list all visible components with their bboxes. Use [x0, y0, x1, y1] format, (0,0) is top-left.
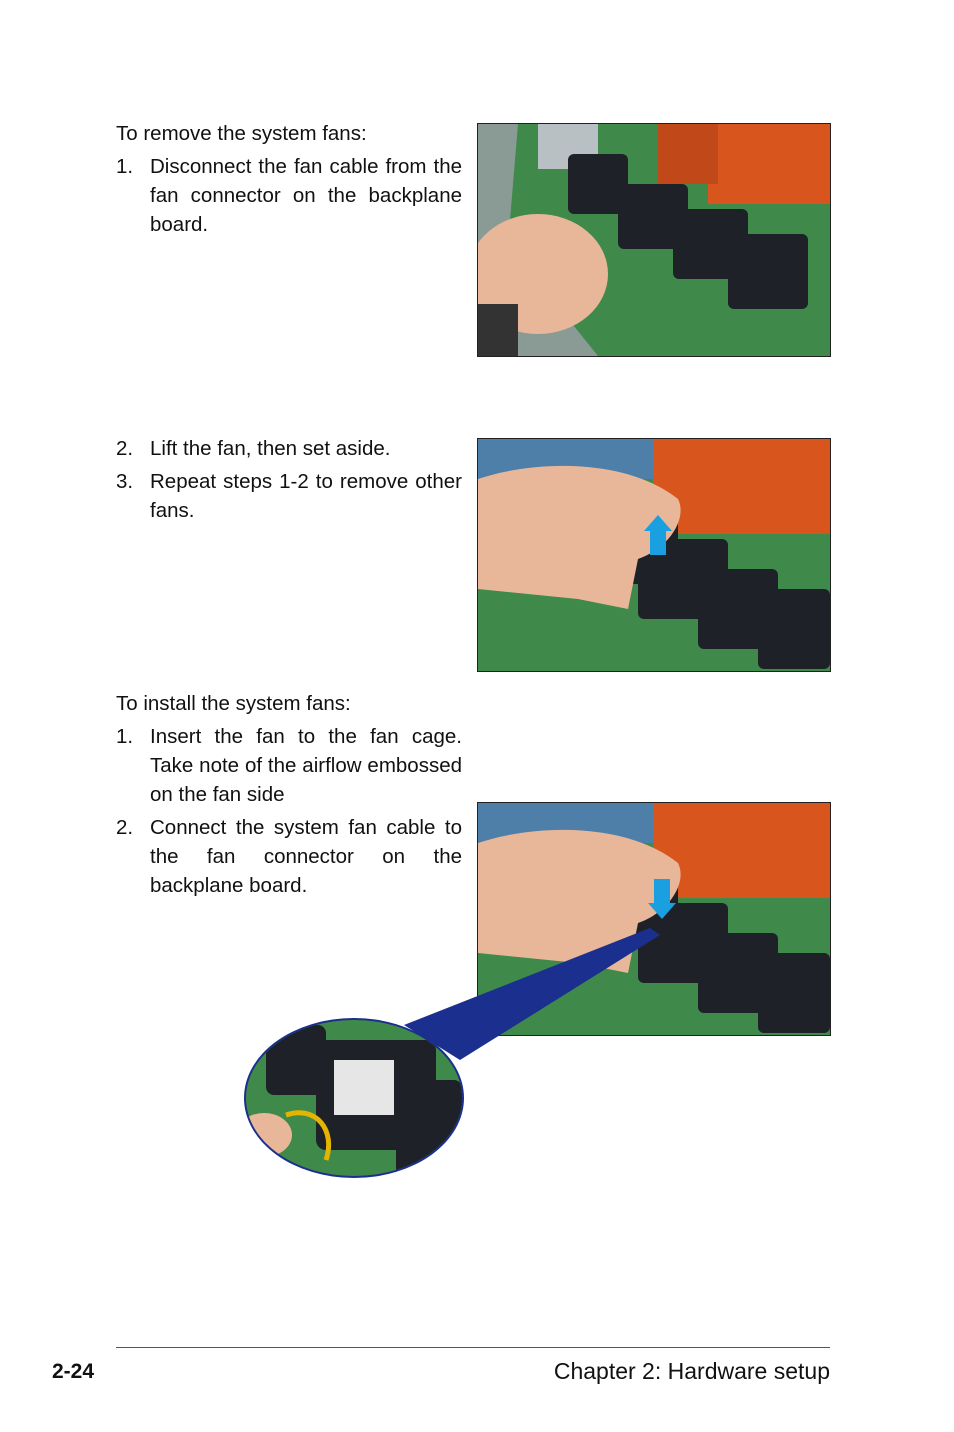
step-text: Insert the fan to the fan cage. Take note of the airflow embossed on the fan side: [150, 725, 462, 806]
step-text: Repeat steps 1-2 to remove other fans.: [150, 470, 462, 522]
step-number: 2.: [116, 437, 134, 460]
step-text: Lift the fan, then set aside.: [150, 437, 391, 460]
step-number: 3.: [116, 470, 134, 493]
step-text: Disconnect the fan cable from the fan connector on the backplane board.: [150, 155, 462, 236]
footer-rule: [116, 1347, 830, 1348]
step-number: 2.: [116, 816, 134, 839]
step-text: Connect the system fan cable to the fan connector on the backplane board.: [150, 816, 462, 897]
remove-heading: To remove the system fans:: [116, 122, 367, 145]
page-number: 2-24: [52, 1360, 95, 1383]
install-heading: To install the system fans:: [116, 692, 351, 715]
photo-connector-closeup: [244, 1018, 464, 1178]
step-number: 1.: [116, 725, 134, 748]
chapter-title: Chapter 2: Hardware setup: [553, 1358, 830, 1384]
step-number: 1.: [116, 155, 134, 178]
